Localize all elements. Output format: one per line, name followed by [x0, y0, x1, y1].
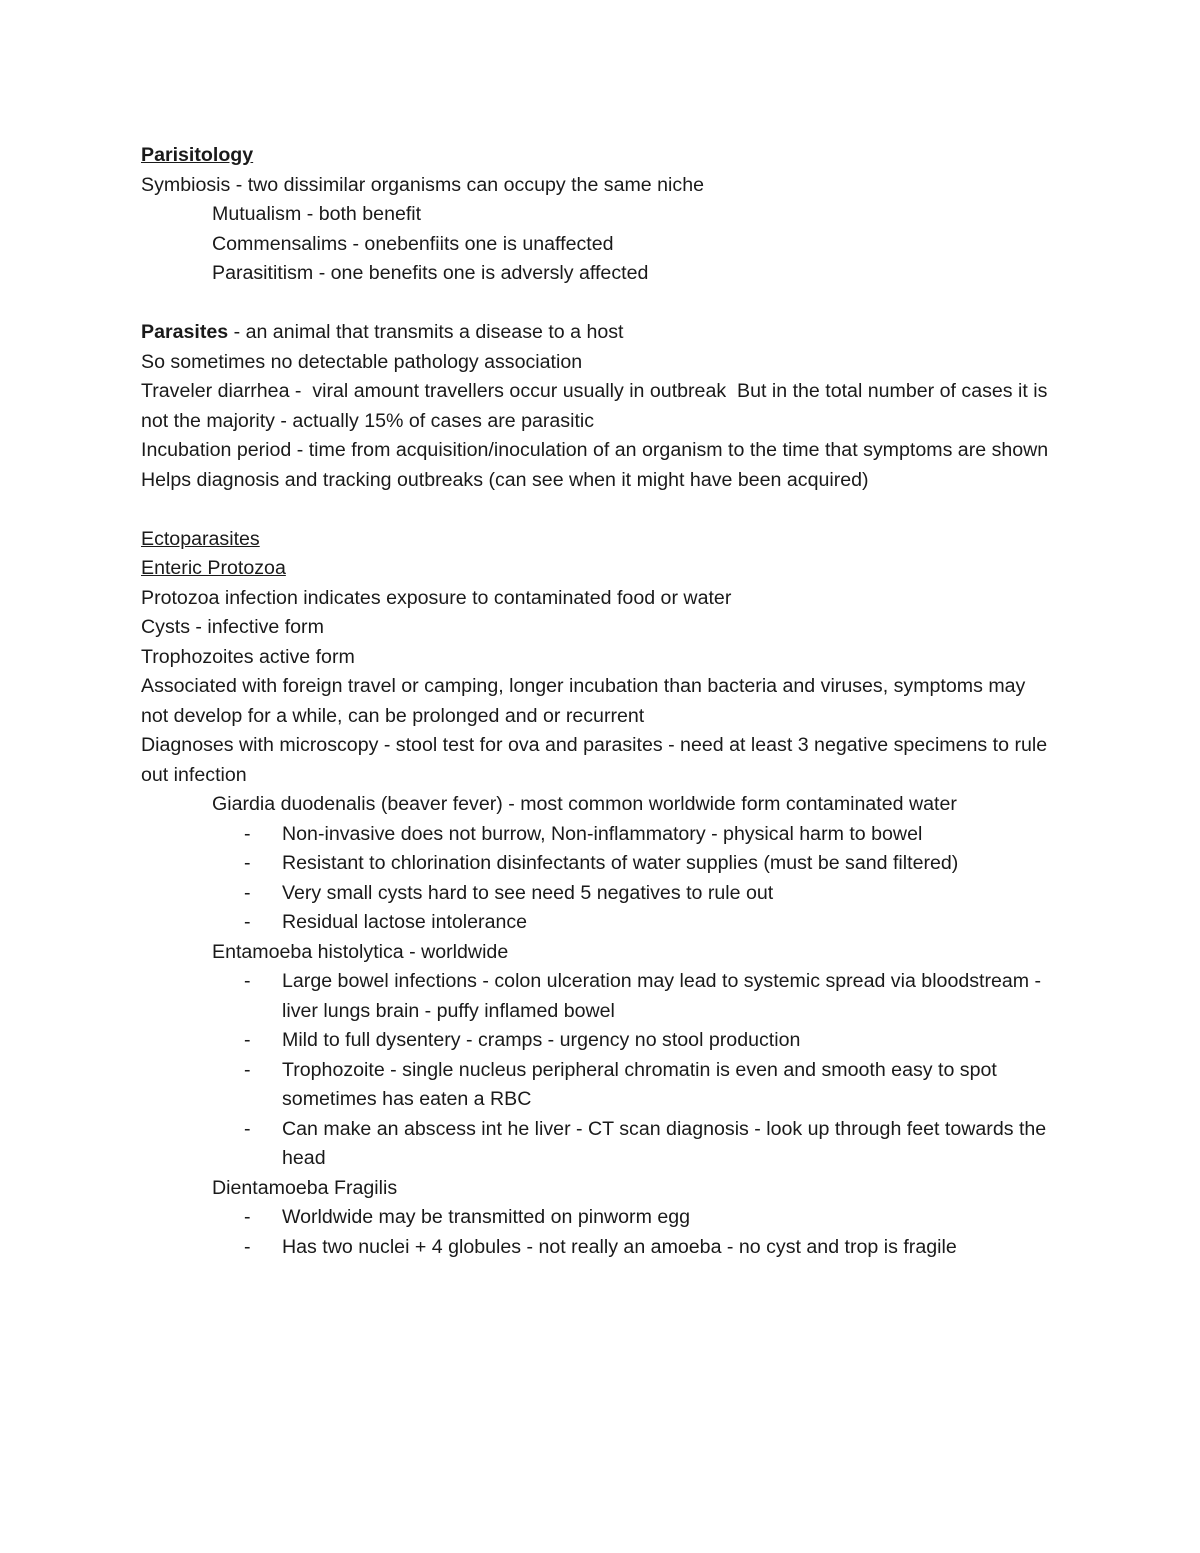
list-item-text: Large bowel infections - colon ulceration may lead to systemic spread via bloodstream - liver lungs brain - puffy inflamed bowel — [282, 970, 1042, 1022]
list-item — [141, 1026, 1051, 1056]
bullet-dash: - — [244, 881, 251, 904]
bullet-dash: - — [244, 1058, 251, 1081]
list-item-text: Mild to full dysentery - cramps - urgency no stool production — [282, 1029, 801, 1051]
list-item — [141, 1233, 1051, 1263]
bullet-dash: - — [244, 822, 251, 845]
symbiosis-type-commensalism: Commensalims - onebenfiits one is unaffected — [212, 232, 614, 255]
bullet-dash: - — [244, 1117, 251, 1140]
list-item — [141, 1056, 1051, 1115]
symbiosis-type-mutualism: Mutualism - both benefit — [212, 203, 422, 225]
list-item-text: Resistant to chlorination disinfectants of water supplies (must be sand filtered) — [282, 852, 959, 874]
ectoparasites-heading: Ectoparasites — [141, 527, 260, 550]
parasites-term: Parasites — [141, 321, 229, 343]
list-item-text: Worldwide may be transmitted on pinworm egg — [282, 1206, 691, 1228]
spacer — [141, 495, 1051, 525]
document-page — [141, 141, 1051, 1262]
document-title: Parisitology — [141, 144, 254, 166]
bullet-dash: - — [244, 1029, 251, 1051]
list-item-text: Has two nuclei + 4 globules - not really an amoeba - no cyst and trop is fragile — [282, 1235, 957, 1258]
enteric-line: Protozoa infection indicates exposure to contaminated food or water — [141, 586, 732, 609]
organism-heading: Giardia duodenalis (beaver fever) - most common worldwide form contaminated water — [212, 793, 957, 815]
list-item-text: Residual lactose intolerance — [282, 911, 528, 933]
list-item — [141, 967, 1051, 1026]
bullet-dash: - — [244, 911, 251, 933]
list-item-text: Can make an abscess int he liver - CT scan diagnosis - look up through feet towards the head — [282, 1117, 1047, 1169]
list-item — [141, 820, 1051, 850]
enteric-line: Trophozoites active form — [141, 645, 355, 668]
parasites-line: Incubation period - time from acquisition/inoculation of an organism to the time that symptoms are shown — [141, 439, 1049, 461]
organism-heading: Entamoeba histolytica - worldwide — [212, 940, 509, 963]
list-item — [141, 908, 1051, 938]
list-item — [141, 1203, 1051, 1233]
list-item — [141, 879, 1051, 909]
bullet-dash: - — [244, 852, 251, 874]
parasites-line: Helps diagnosis and tracking outbreaks (can see when it might have been acquired) — [141, 468, 869, 491]
parasites-definition-text: - an animal that transmits a disease to a host — [228, 321, 624, 343]
spacer — [141, 289, 1051, 319]
parasites-line: So sometimes no detectable pathology association — [141, 350, 583, 373]
bullet-dash: - — [244, 1206, 251, 1228]
enteric-line: Cysts - infective form — [141, 616, 324, 638]
parasites-line: Traveler diarrhea - viral amount travellers occur usually in outbreak But in the total number of cases it is not the majority - actually 15% of cases are parasitic — [141, 380, 1053, 432]
enteric-protozoa-heading: Enteric Protozoa — [141, 557, 286, 579]
enteric-line: Associated with foreign travel or camping, longer incubation than bacteria and viruses, symptoms may not develop for a while, can be prolonged and or recurrent — [141, 675, 1031, 727]
list-item — [141, 849, 1051, 879]
list-item-text: Non-invasive does not burrow, Non-inflammatory - physical harm to bowel — [282, 822, 923, 845]
symbiosis-definition: Symbiosis - two dissimilar organisms can occupy the same niche — [141, 173, 704, 196]
bullet-dash: - — [244, 1235, 251, 1258]
parasites-definition — [141, 318, 1051, 348]
organism-heading: Dientamoeba Fragilis — [212, 1176, 398, 1199]
list-item-text: Trophozoite - single nucleus peripheral chromatin is even and smooth easy to spot sometimes has eaten a RBC — [282, 1058, 997, 1110]
list-item-text: Very small cysts hard to see need 5 negatives to rule out — [282, 881, 774, 904]
symbiosis-type-parasitism: Parasititism - one benefits one is adversly affected — [212, 262, 649, 284]
list-item — [141, 1115, 1051, 1174]
enteric-line: Diagnoses with microscopy - stool test for ova and parasites - need at least 3 negative specimens to rule out infection — [141, 734, 1053, 786]
bullet-dash: - — [244, 970, 251, 992]
